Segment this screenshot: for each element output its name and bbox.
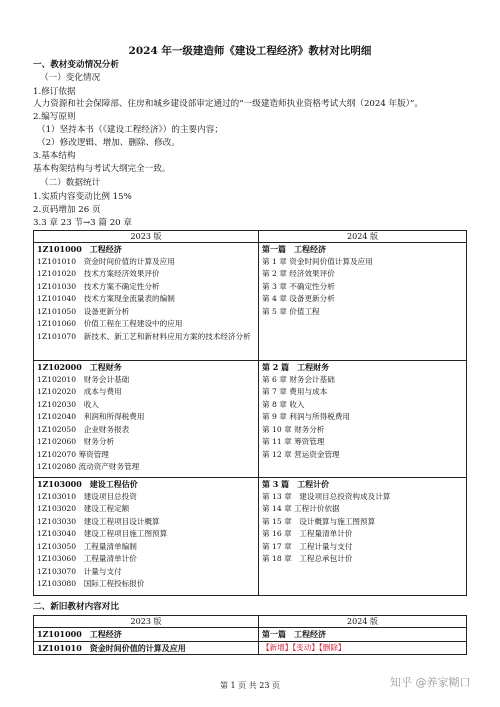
item1-title: 1.修订依据 <box>33 87 76 97</box>
section-heading-1: 一、教材变动情况分析 <box>33 60 119 70</box>
cell-line: 1Z103050 工程量清单编制 <box>37 541 137 551</box>
cell-line: 第 16 章 工程量清单计价 <box>262 529 353 538</box>
cell-line: 1Z103060 工程量清单计价 <box>37 554 137 563</box>
stat-1: 1.实质内容变动比例 15% <box>33 192 132 202</box>
cell-2023: 1Z101000 工程经济 <box>34 628 259 642</box>
cell-line: 1Z102030 收入 <box>37 399 99 409</box>
item1-text: 人力资源和社会保障部、住房和城乡建设部审定通过的“一级建造师执业资格考试大纲（2024 年版）”。 <box>33 99 424 109</box>
cell-line: 第 18 章 工程总承包计价 <box>262 554 353 563</box>
cell-line: 第 11 章 筹资管理 <box>262 437 325 446</box>
cell-line: 1Z102020 成本与费用 <box>37 387 122 396</box>
cell-line: 1Z101020 技术方案经济效果评价 <box>37 269 160 278</box>
subheading-stats: （二）数据统计 <box>40 178 101 188</box>
comparison-table-content <box>33 615 467 655</box>
cell-line: 1Z102060 财务分析 <box>37 437 115 446</box>
table-row-estimation <box>34 478 467 596</box>
header-2024: 2024 版 <box>259 231 467 243</box>
document-title: 2024 年一级建造师《建设工程经济》教材对比明细 <box>128 45 372 57</box>
cell-line: 1Z101030 技术方案不确定性分析 <box>37 281 160 291</box>
cell-line: 1Z103020 建设工程定额 <box>37 504 130 513</box>
cell-line: 第 3 篇 工程计价 <box>262 479 330 489</box>
change-tags: 【新增】【变动】【删除】 <box>259 641 467 655</box>
stat-2: 2.页码增加 26 页 <box>33 205 101 215</box>
cell-line: 第 8 章 收入 <box>262 399 305 409</box>
cell-line: 1Z103040 建设工程项目施工图预算 <box>37 529 168 538</box>
table-row <box>34 628 467 642</box>
header-2023: 2023 版 <box>34 616 259 628</box>
cell-line: 第 7 章 费用与成本 <box>262 387 328 396</box>
cell-line: 1Z102070 筹资管理 <box>37 449 109 459</box>
comparison-table-chapters <box>33 230 467 596</box>
cell-line: 第 9 章 利润与所得税费用 <box>262 412 351 421</box>
cell-line: 第一篇 工程经济 <box>262 244 326 254</box>
cell-line: 第 4 章 设备更新分析 <box>262 294 335 303</box>
item3-title: 3.基本结构 <box>33 151 76 161</box>
cell-line: 1Z103010 建设项目总投资 <box>37 491 137 501</box>
cell-line: 1Z102040 利润和所得税费用 <box>37 412 145 421</box>
cell-line: 第 13 章 建设项目总投资构成及计算 <box>262 491 391 501</box>
cell-line: 1Z103030 建设工程项目设计概算 <box>37 516 160 526</box>
subheading-changes: （一）变化情况 <box>40 73 101 83</box>
cell-line: 1Z103000 建设工程估价 <box>37 479 138 489</box>
item2-b: （2）修改逻辑、增加、删除、修改。 <box>37 138 180 148</box>
cell-line: 1Z103080 国际工程投标报价 <box>37 579 145 588</box>
stat-3: 3.3 章 23 节→3 篇 20 章 <box>33 218 132 228</box>
item2-a: （1）坚持本书（《建设工程经济》）的主要内容； <box>37 125 223 135</box>
cell-line: 1Z103070 计量与支付 <box>37 566 122 576</box>
cell-line: 第 17 章 工程计量与支付 <box>262 541 353 551</box>
item3-text: 基本构架结构与考试大纲完全一致。 <box>33 164 171 174</box>
header-2023: 2023 版 <box>34 231 259 243</box>
cell-2023: 1Z101010 资金时间价值的计算及应用 <box>34 641 259 655</box>
cell-line: 第 2 章 经济效果评价 <box>262 269 335 278</box>
table-row <box>34 641 467 655</box>
cell-line: 1Z101040 技术方案现金流量表的编制 <box>37 294 175 303</box>
watermark: 知乎 @养家糊口 <box>390 676 471 689</box>
cell-line: 第 6 章 财务会计基础 <box>262 374 335 384</box>
cell-line: 1Z102050 企业财务报表 <box>37 424 130 434</box>
cell-line: 第 10 章 财务分析 <box>262 424 325 434</box>
table-row-economics <box>34 243 467 361</box>
cell-line: 1Z101060 价值工程在工程建设中的应用 <box>37 319 183 328</box>
table-row-finance <box>34 361 467 478</box>
page-number: 第 1 页 共 23 页 <box>220 681 280 690</box>
section-heading-2: 二、新旧教材内容对比 <box>33 602 119 612</box>
cell-line: 第 3 章 不确定性分析 <box>262 281 335 291</box>
cell-line: 1Z101000 工程经济 <box>37 244 122 254</box>
cell-line: 第 2 篇 工程财务 <box>262 362 330 372</box>
header-2024: 2024 版 <box>259 616 467 628</box>
cell-line: 1Z102010 财务会计基础 <box>37 374 130 384</box>
cell-line: 1Z101070 新技术、新工艺和新材料应用方案的技术经济分析 <box>37 331 251 341</box>
cell-line: 第 14 章 工程计价依据 <box>262 504 340 513</box>
cell-line: 1Z101010 资金时间价值的计算及应用 <box>37 256 175 266</box>
cell-line: 第 5 章 价值工程 <box>262 306 320 316</box>
cell-2024: 第一篇 工程经济 <box>259 628 467 642</box>
item2-title: 2.编写原则 <box>33 112 76 122</box>
cell-line: 1Z102000 工程财务 <box>37 362 122 372</box>
cell-line: 第 12 章 营运资金管理 <box>262 449 340 459</box>
cell-line: 1Z101050 设备更新分析 <box>37 306 130 316</box>
cell-line: 第 1 章 资金时间价值计算及应用 <box>262 256 373 266</box>
cell-line: 1Z102080 流动资产财务管理 <box>37 462 140 471</box>
cell-line: 第 15 章 设计概算与施工图预算 <box>262 516 376 526</box>
